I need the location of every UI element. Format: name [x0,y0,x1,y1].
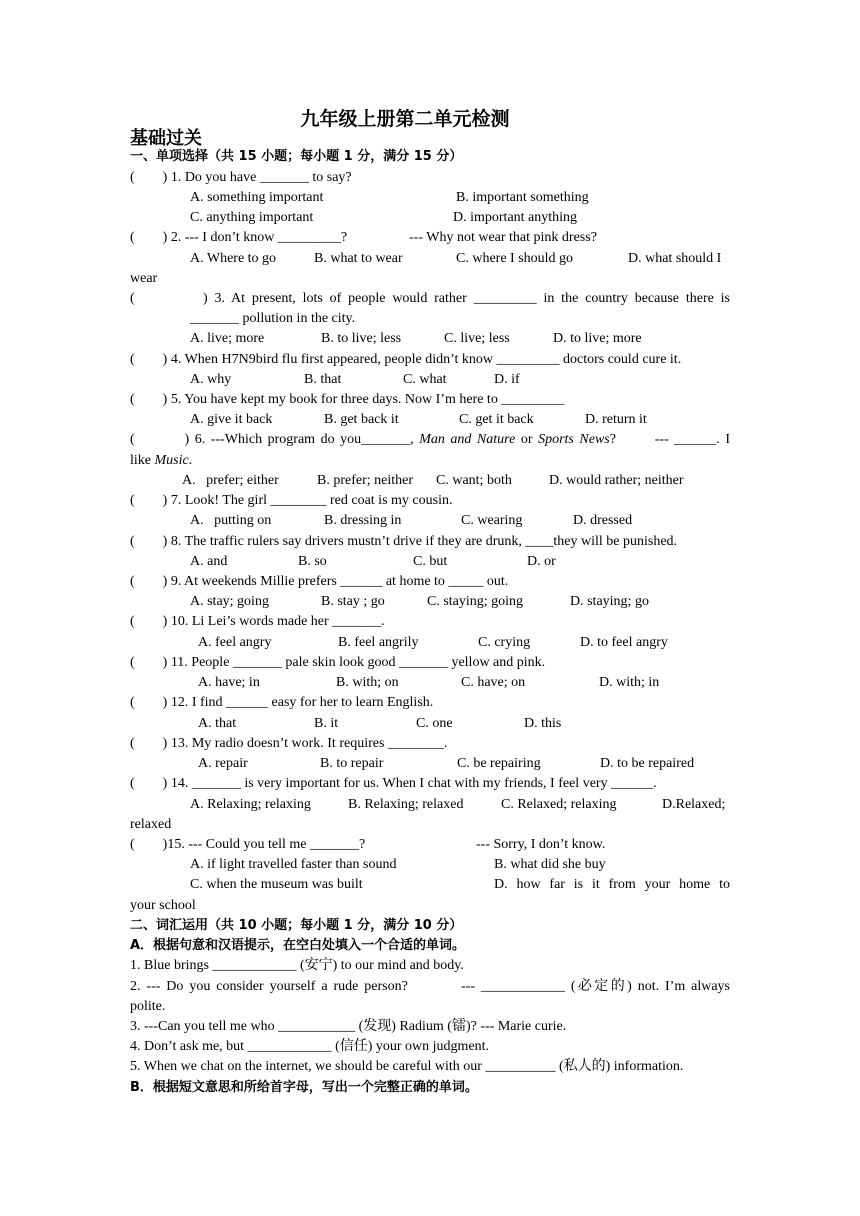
question-13-stem: ( ) 13. My radio doesn’t work. It requires ________. [130,736,448,751]
question-7-option-d: D. dressed [573,513,633,528]
question-6-stem-end: ? --- ______. I [609,432,730,447]
question-6-stem-start: ( ) 6. ---Which program do you_______, [130,432,420,447]
question-11-option-b: B. with; on [336,675,399,690]
question-2-option-d: D. what should I [628,251,722,266]
question-4-option-c: C. what [403,372,447,387]
question-15-stem: ( )15. --- Could you tell me _______? [130,837,366,852]
vocab-item-2: 2. --- Do you consider yourself a rude person? --- ____________ (必定的) not. I’m always [130,979,730,994]
question-11-option-c: C. have; on [461,675,526,690]
vocab-item-5: 5. When we chat on the internet, we should be careful with our __________ (私人的) information. [130,1059,684,1074]
question-1-option-a: A. something important [190,190,324,205]
question-14-option-a: A. Relaxing; relaxing [190,797,311,812]
question-7-option-b: B. dressing in [324,513,402,528]
question-6-option-a: A. prefer; either [182,473,279,488]
question-6-program-2: Sports News [538,432,610,447]
question-8-option-a: A. and [190,554,228,569]
question-6-cont-start: like [130,453,155,468]
vocab-item-4: 4. Don’t ask me, but ____________ (信任) your own judgment. [130,1039,490,1054]
question-6-stem [130,431,730,449]
question-10-option-b: B. feel angrily [338,635,419,650]
question-12-option-c: C. one [416,716,453,731]
question-9-stem: ( ) 9. At weekends Millie prefers ______ at home to _____ out. [130,574,509,589]
question-1-option-b: B. important something [456,190,589,205]
question-3-stem: ( ) 3. At present, lots of people would rather _________ in the country because there is [130,291,730,306]
question-5-option-b: B. get back it [324,412,399,427]
question-14-stem: ( ) 14. _______ is very important for us. When I chat with my friends, I feel very ______. [130,776,657,791]
question-4-option-d: D. if [494,372,520,387]
question-2-option-b: B. what to wear [314,251,403,266]
question-11-option-a: A. have; in [198,675,260,690]
question-15-option-b: B. what did she buy [494,857,606,872]
question-11-stem: ( ) 11. People _______ pale skin look good _______ yellow and pink. [130,655,546,670]
question-1-option-c: C. anything important [190,210,314,225]
question-6-continuation [130,452,192,470]
question-12-option-b: B. it [314,716,339,731]
question-3-option-c: C. live; less [444,331,510,346]
question-7-option-c: C. wearing [461,513,523,528]
question-15-reply: --- Sorry, I don’t know. [476,837,606,852]
question-15-option-a: A. if light travelled faster than sound [190,857,397,872]
question-5-stem: ( ) 5. You have kept my book for three days. Now I’m here to _________ [130,392,565,407]
question-14-continuation: relaxed [130,817,172,832]
question-5-option-c: C. get it back [459,412,534,427]
question-5-option-d: D. return it [585,412,647,427]
question-15-option-d: D. how far is it from your home to [494,877,730,892]
question-3-option-a: A. live; more [190,331,265,346]
question-6-option-d: D. would rather; neither [549,473,684,488]
question-9-option-b: B. stay ; go [321,594,385,609]
section-title-1: 一、单项选择（共 15 小题；每小题 1 分，满分 15 分） [130,149,463,164]
section-title-2: 二、词汇运用（共 10 小题；每小题 1 分，满分 10 分） [130,918,463,933]
question-2-option-a: A. Where to go [190,251,277,266]
question-5-option-a: A. give it back [190,412,273,427]
question-15-option-c: C. when the museum was built [190,877,363,892]
part-b-instruction: B．根据短文意思和所给首字母，写出一个完整正确的单词。 [130,1080,478,1095]
question-9-option-a: A. stay; going [190,594,269,609]
question-6-cont-end: . [188,453,193,468]
question-10-stem: ( ) 10. Li Lei’s words made her _______. [130,614,385,629]
question-14-option-b: B. Relaxing; relaxed [348,797,464,812]
question-7-option-a: A. putting on [190,513,272,528]
question-6-option-b: B. prefer; neither [317,473,414,488]
question-4-stem: ( ) 4. When H7N9bird flu first appeared, people didn’t know _________ doctors could cure it. [130,352,682,367]
question-4-option-b: B. that [304,372,342,387]
question-11-option-d: D. with; in [599,675,660,690]
vocab-item-3: 3. ---Can you tell me who ___________ (发现) Radium (镭)? --- Marie curie. [130,1019,567,1034]
vocab-item-2-continuation: polite. [130,999,166,1014]
question-3-option-b: B. to live; less [321,331,402,346]
question-9-option-d: D. staying; go [570,594,649,609]
question-14-option-d: D.Relaxed; [662,797,726,812]
question-13-option-a: A. repair [198,756,248,771]
question-4-option-a: A. why [190,372,232,387]
question-9-option-c: C. staying; going [427,594,524,609]
question-10-option-d: D. to feel angry [580,635,668,650]
question-13-option-d: D. to be repaired [600,756,695,771]
question-3-option-d: D. to live; more [553,331,642,346]
question-2-continuation: wear [130,271,158,286]
question-8-option-b: B. so [298,554,327,569]
question-12-option-d: D. this [524,716,562,731]
section-heading: 基础过关 [130,128,202,149]
question-10-option-a: A. feel angry [198,635,272,650]
question-14-option-c: C. Relaxed; relaxing [501,797,617,812]
question-8-option-d: D. or [527,554,556,569]
question-15-continuation: your school [130,898,196,913]
question-12-stem: ( ) 12. I find ______ easy for her to learn English. [130,695,434,710]
question-2-reply: --- Why not wear that pink dress? [409,230,597,245]
question-10-option-c: C. crying [478,635,531,650]
question-6-program-1: Man and Nature [419,432,516,447]
page-title: 九年级上册第二单元检测 [300,108,510,130]
question-8-option-c: C. but [413,554,448,569]
question-6-cont-music: Music [154,453,189,468]
question-1-option-d: D. important anything [453,210,578,225]
question-7-stem: ( ) 7. Look! The girl ________ red coat is my cousin. [130,493,453,508]
question-2-option-c: C. where I should go [456,251,574,266]
question-12-option-a: A. that [198,716,237,731]
question-3-continuation: _______ pollution in the city. [190,311,356,326]
question-2-stem: ( ) 2. --- I don’t know _________? [130,230,348,245]
vocab-item-1: 1. Blue brings ____________ (安宁) to our mind and body. [130,958,464,973]
question-6-or: or [515,432,539,447]
part-a-instruction: A．根据句意和汉语提示，在空白处填入一个合适的单词。 [130,938,466,953]
question-1-stem: ( ) 1. Do you have _______ to say? [130,170,352,185]
question-13-option-c: C. be repairing [457,756,541,771]
question-8-stem: ( ) 8. The traffic rulers say drivers mustn’t drive if they are drunk, ____they will be punished. [130,534,678,549]
question-13-option-b: B. to repair [320,756,384,771]
question-6-option-c: C. want; both [436,473,512,488]
